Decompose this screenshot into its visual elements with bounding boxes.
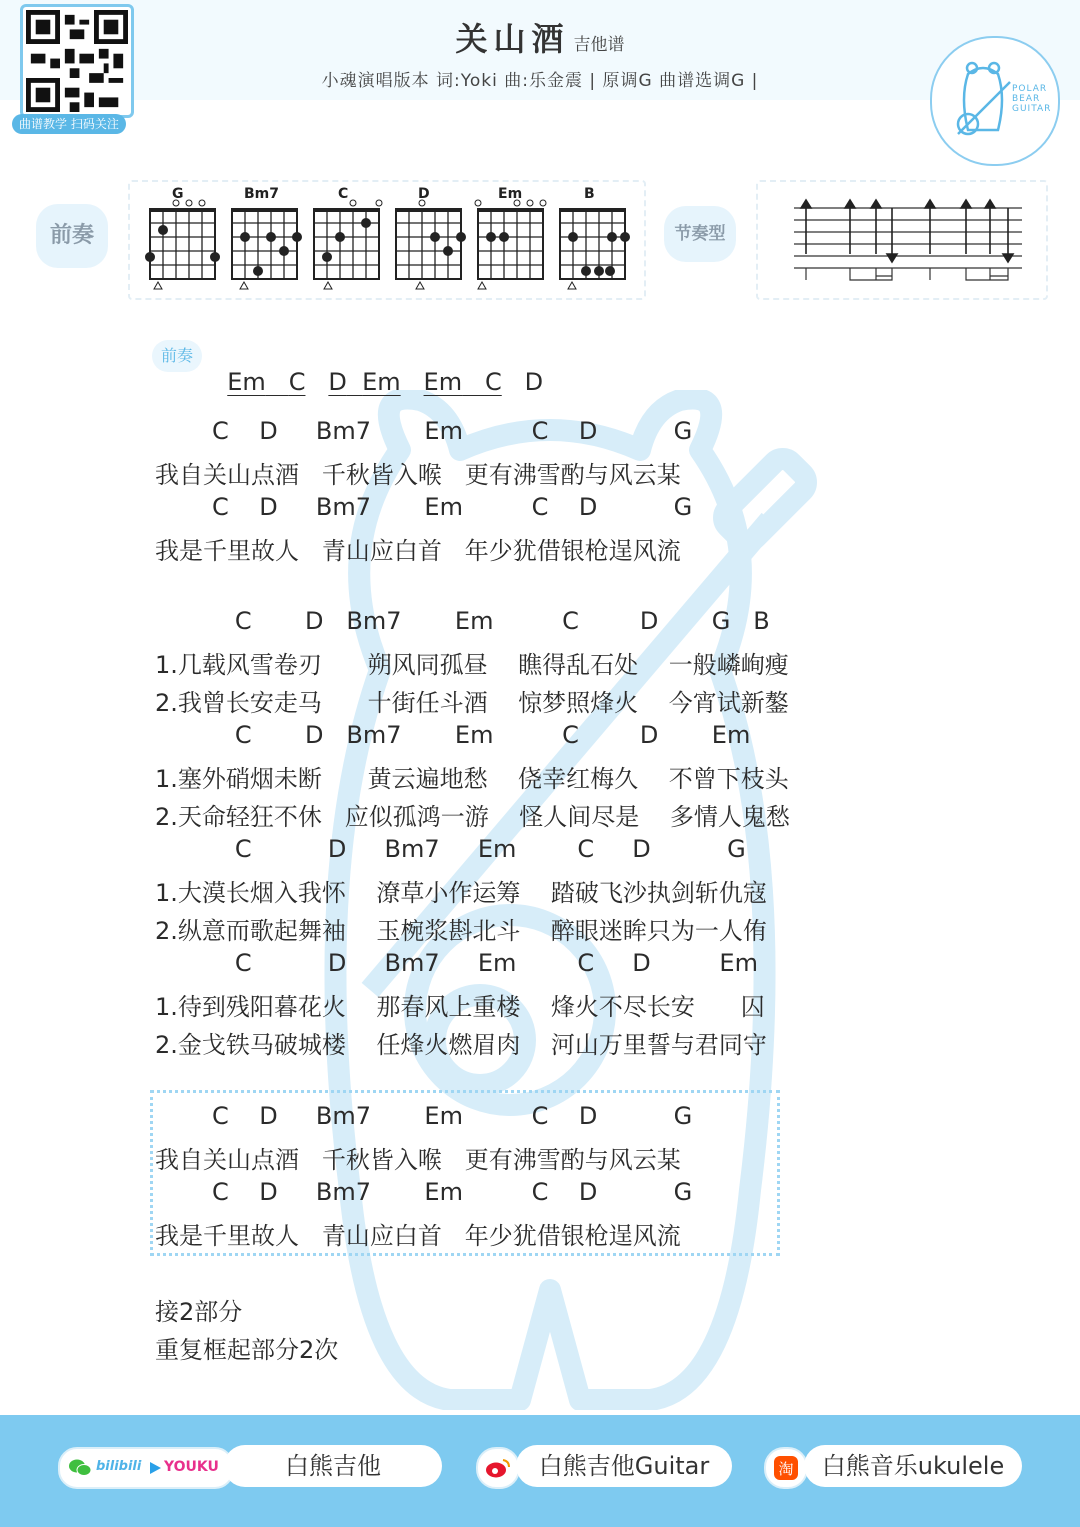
svg-text:淘: 淘 xyxy=(778,1460,794,1478)
page-title xyxy=(0,14,1080,60)
chord-line: C D Bm7 Em C D G xyxy=(212,417,693,445)
intro-chords: Em C D Em Em C D xyxy=(227,368,544,396)
lyric-line: 我是千里故人 青山应白首 年少犹借银枪逞风流 xyxy=(155,537,681,565)
chord-diagram-c xyxy=(314,200,382,289)
taobao-badge[interactable] xyxy=(764,1447,808,1489)
weibo-icon xyxy=(484,1456,512,1480)
chord-line: C D Bm7 Em C D G xyxy=(212,1178,693,1206)
intro-tag: 前奏 xyxy=(152,340,202,372)
chord-line: C D Bm7 Em C D Em xyxy=(212,721,751,749)
lyric-line: 2.纵意而歌起舞袖 玉椀浆斟北斗 醉眼迷眸只为一人侑 xyxy=(155,917,767,945)
note-line: 接2部分 xyxy=(155,1298,243,1326)
lyric-line: 1.待到残阳暮花火 那春风上重楼 烽火不尽长安 囚 xyxy=(155,993,765,1021)
chord-line: C D Bm7 Em C D G B xyxy=(212,607,770,635)
chord-line: C D Bm7 Em C D Em xyxy=(212,949,758,977)
chord-diagram-em xyxy=(475,200,546,289)
weibo-badge[interactable] xyxy=(476,1447,520,1489)
wechat-icon xyxy=(68,1458,92,1478)
platform-badge[interactable] xyxy=(58,1447,234,1489)
lyric-line: 2.我曾长安走马 十街任斗酒 惊梦照烽火 今宵试新鏊 xyxy=(155,689,789,717)
chord-name-c: C xyxy=(338,186,349,202)
footer-link-ukulele[interactable]: 白熊音乐ukulele xyxy=(804,1445,1022,1487)
chord-name-em: Em xyxy=(498,186,523,202)
chord-diagram-b xyxy=(560,209,630,289)
lyric-line: 2.金戈铁马破城楼 任烽火燃眉肉 河山万里誓与君同守 xyxy=(155,1031,767,1059)
chord-name-d: D xyxy=(418,186,430,202)
lyric-line: 1.大漠长烟入我怀 潦草小作运筹 踏破飞沙执剑斩仇寇 xyxy=(155,879,767,907)
chord-name-g: G xyxy=(172,186,184,202)
intro-section-tag: 前奏 xyxy=(36,204,108,268)
rhythm-section-tag: 节奏型 xyxy=(664,206,736,262)
chord-diagram-bm7 xyxy=(232,209,302,289)
taobao-icon xyxy=(772,1454,800,1482)
youku-logo: YOUKU xyxy=(164,1459,219,1475)
youku-play-icon xyxy=(148,1461,162,1475)
lyric-line: 我是千里故人 青山应白首 年少犹借银枪逞风流 xyxy=(155,1222,681,1250)
lyric-line: 1.几载风雪卷刃 朔风同孤昼 瞧得乱石处 一般嶙峋瘦 xyxy=(155,651,789,679)
chord-line: C D Bm7 Em C D G xyxy=(212,493,693,521)
lyric-line: 我自关山点酒 千秋皆入喉 更有沸雪酌与风云某 xyxy=(155,1146,681,1174)
song-subtitle: 吉他谱 xyxy=(573,35,625,55)
qr-label: 曲谱教学 扫码关注 xyxy=(12,114,126,134)
lyric-line: 2.天命轻狂不休 应似孤鸿一游 怪人间尽是 多情人鬼愁 xyxy=(155,803,790,831)
chord-diagram-d xyxy=(396,200,466,289)
lyric-line: 我自关山点酒 千秋皆入喉 更有沸雪酌与风云某 xyxy=(155,461,681,489)
lyric-line: 1.塞外硝烟未断 黄云遍地愁 侥幸红梅久 不曾下枝头 xyxy=(155,765,789,793)
chord-diagram-g xyxy=(145,200,220,289)
logo-text: POLAR BEAR GUITAR xyxy=(1012,84,1052,114)
song-title: 关山酒 xyxy=(455,20,570,58)
polar-bear-logo xyxy=(930,36,1060,166)
note-line: 重复框起部分2次 xyxy=(155,1336,339,1364)
chord-name-b: B xyxy=(584,186,595,202)
footer-link-weibo[interactable]: 白熊吉他Guitar xyxy=(516,1445,732,1487)
footer-link-baixiong-guitar[interactable]: 白熊吉他 xyxy=(224,1445,442,1487)
bilibili-logo: bilibili xyxy=(96,1459,142,1474)
rhythm-pattern xyxy=(790,196,1030,286)
chord-name-bm7: Bm7 xyxy=(244,186,279,202)
chord-line: C D Bm7 Em C D G xyxy=(212,835,746,863)
chord-line: C D Bm7 Em C D G xyxy=(212,1102,693,1130)
chord-diagrams xyxy=(140,185,640,295)
song-meta: 小魂演唱版本 词:Yoki 曲:乐金震 | 原调G 曲谱选调G | xyxy=(321,71,759,91)
